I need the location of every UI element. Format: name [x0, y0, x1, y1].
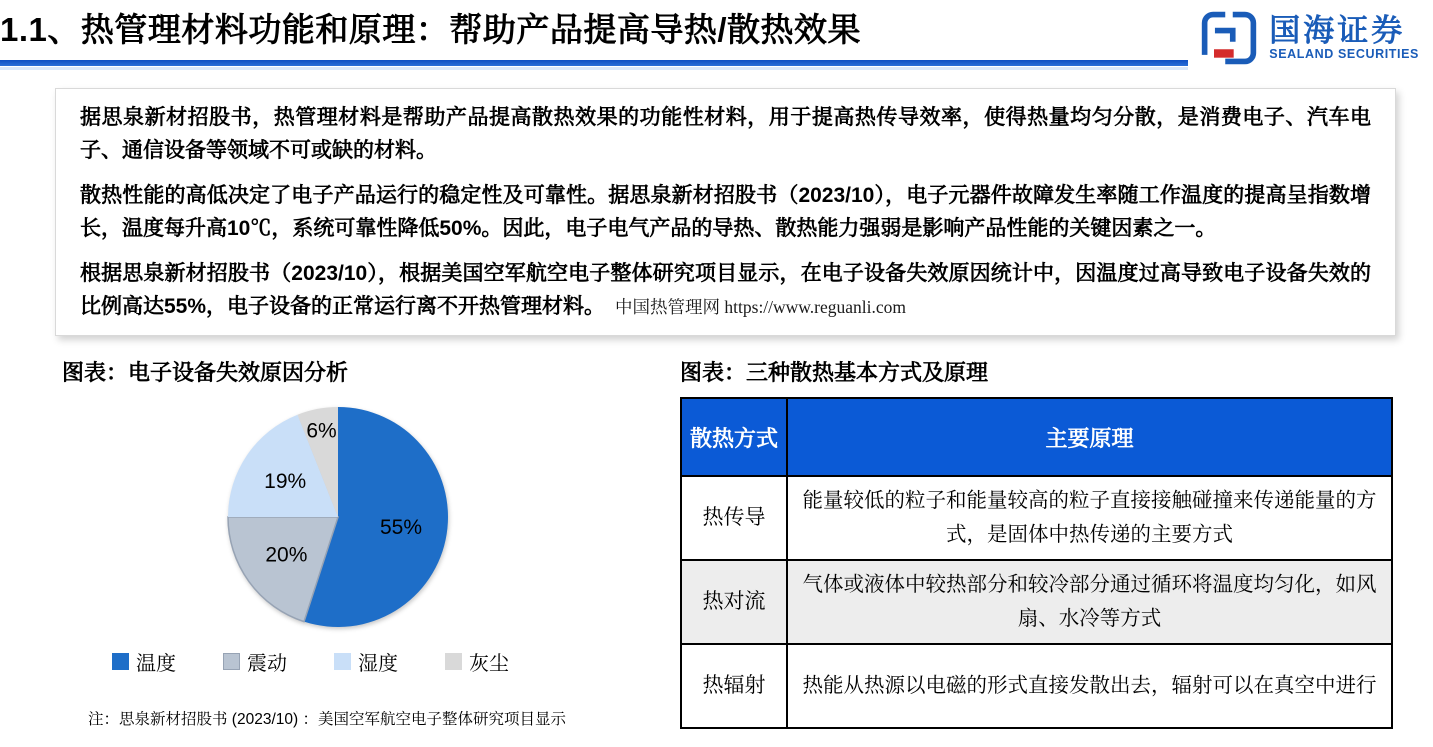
table-row [681, 560, 1392, 644]
table-header-row [681, 398, 1392, 476]
logo-text-en: SEALAND SECURITIES [1269, 47, 1419, 62]
summary-paragraph-3 [80, 258, 1371, 323]
page-title: 1.1、热管理材料功能和原理：帮助产品提高导热/散热效果 [0, 11, 862, 48]
legend-label-dust: 灰尘 [469, 653, 509, 675]
table-row [681, 644, 1392, 728]
legend-swatch-temperature [112, 653, 129, 670]
pie-slice-label-震动: 20% [265, 543, 308, 567]
logo-text-cn: 国海证券 [1269, 12, 1406, 48]
chart-note: 注：思泉新材招股书 (2023/10) ：美国空军航空电子整体研究项目显示 [88, 711, 566, 728]
watermark-text: 中国热管理网 https://www.reguanli.com [615, 296, 907, 317]
legend-label-humidity: 湿度 [358, 653, 398, 675]
pie-slice-label-湿度: 19% [264, 470, 307, 494]
table-row [681, 476, 1392, 560]
summary-box [55, 88, 1396, 336]
pie-chart-title: 图表：电子设备失效原因分析 [62, 360, 349, 385]
summary-paragraph-1: 据思泉新材招股书，热管理材料是帮助产品提高散热效果的功能性材料，用于提高热传导效率，使得热量均匀分散，是消费电子、汽车电子、通信设备等领域不可或缺的材料。 [80, 106, 1371, 162]
method-cell: 热对流 [681, 560, 787, 644]
sealand-logo-icon [1199, 8, 1259, 68]
legend-item-temperature [112, 647, 176, 676]
pie-legend [112, 647, 509, 676]
header-cell-principle: 主要原理 [787, 398, 1392, 476]
legend-swatch-dust [445, 653, 462, 670]
pie-slice-label-温度: 55% [379, 516, 423, 539]
legend-item-dust [445, 647, 509, 676]
failure-cause-pie-chart [206, 396, 476, 638]
pie-slice-label-灰尘: 6% [306, 419, 337, 443]
heat-dissipation-table [680, 397, 1393, 729]
principle-cell: 能量较低的粒子和能量较高的粒子直接接触碰撞来传递能量的方式，是固体中热传递的主要方式 [787, 476, 1392, 560]
summary-paragraph-2: 散热性能的高低决定了电子产品运行的稳定性及可靠性。据思泉新材招股书（2023/10），电子元器件故障发生率随工作温度的提高呈指数增长，温度每升高10℃，系统可靠性降低50%。因此，电子电气产品的导热、散热能力强弱是影响产品性能的关键因素之一。 [80, 184, 1371, 240]
legend-label-temperature: 温度 [136, 653, 176, 675]
method-cell: 热传导 [681, 476, 787, 560]
legend-item-humidity [334, 647, 398, 676]
legend-label-vibration: 震动 [247, 653, 287, 675]
legend-swatch-vibration [223, 653, 240, 670]
sealand-logo [1199, 8, 1419, 68]
legend-swatch-humidity [334, 653, 351, 670]
principle-cell: 热能从热源以电磁的形式直接发散出去，辐射可以在真空中进行 [787, 644, 1392, 728]
summary-paragraph-3-text: 根据思泉新材招股书（2023/10），根据美国空军航空电子整体研究项目显示，在电子设备失效原因统计中，因温度过高导致电子设备失效的比例高达55%，电子设备的正常运行离不开热管理材料。 [80, 262, 1371, 318]
title-divider-glow [0, 67, 1188, 70]
title-divider [0, 60, 1188, 66]
legend-item-vibration [223, 647, 287, 676]
table-title: 图表：三种散热基本方式及原理 [680, 360, 989, 385]
principle-cell: 气体或液体中较热部分和较冷部分通过循环将温度均匀化，如风扇、水冷等方式 [787, 560, 1392, 644]
method-cell: 热辐射 [681, 644, 787, 728]
header-cell-method: 散热方式 [681, 398, 787, 476]
